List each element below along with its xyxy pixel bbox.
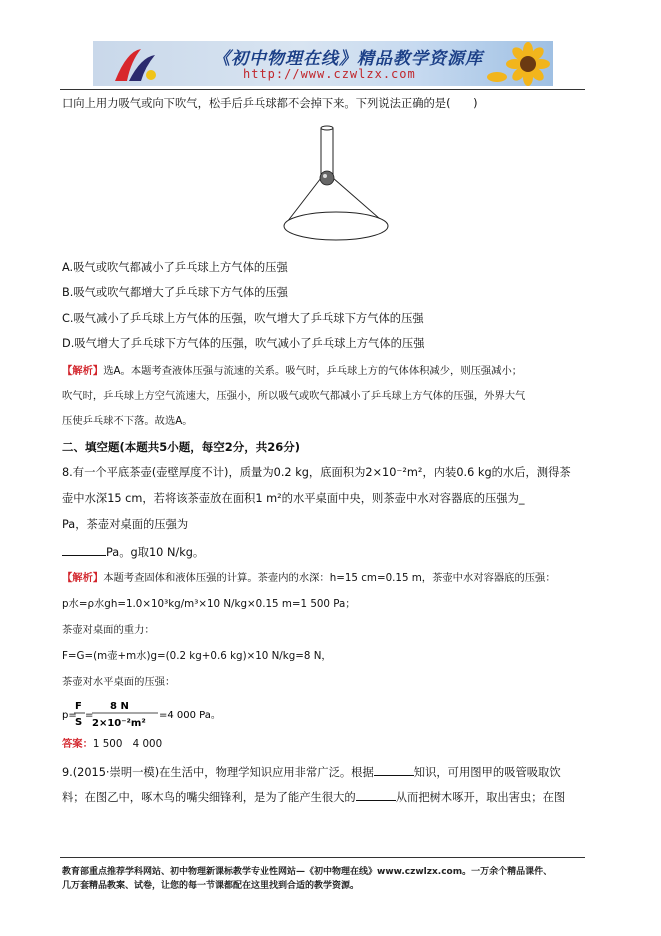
q8-answer-tag: 答案：	[62, 738, 93, 750]
q7-analysis-tag: 【解析】	[62, 365, 104, 377]
q7-option-b: B.吸气或吹气都增大了乒乓球下方气体的压强	[62, 286, 288, 299]
q9-blank-2	[356, 789, 396, 801]
banner-title: 《初中物理在线》精品教学资源库	[213, 49, 483, 69]
q7-option-a: A.吸气或吹气都减小了乒乓球上方气体的压强	[62, 261, 288, 274]
svg-text:=: =	[85, 710, 94, 721]
frac-result: =4 000 Pa。	[159, 710, 221, 721]
q7-stem: 口向上用力吸气或向下吹气，松手后乒乓球都不会掉下来。下列说法正确的是( )	[62, 97, 478, 110]
q8-line-1: 8.有一个平底茶壶(壶壁厚度不计)，质量为0.2 kg，底面积为2×10⁻²m²，内装0.6 kg的水后，测得茶	[62, 466, 571, 479]
q9-line-1-b: 知识，可用图甲的吸管吸取饮	[413, 766, 561, 779]
q8-answer: 1 500 4 000	[92, 738, 163, 750]
q7-analysis-line-1	[62, 364, 522, 378]
site-logo-icon	[107, 43, 167, 85]
q9-line-1-a: 9.(2015·崇明一模)在生活中，物理学知识应用非常广泛。根据	[62, 766, 374, 779]
q8-analysis-line-2: p水=ρ水gh=1.0×10³kg/m³×10 N/kg×0.15 m=1 500 Pa；	[62, 598, 356, 610]
q9-line-2	[62, 789, 565, 805]
q8-analysis-line-3: 茶壶对桌面的重力：	[62, 624, 155, 636]
q8-answer-line	[62, 737, 162, 751]
fraction-svg	[62, 698, 262, 732]
q7-analysis-text-1: 选A。本题考查液体压强与流速的关系。吸气时，乒乓球上方的气体体积减少，则压强减小；	[103, 365, 523, 377]
header-divider	[60, 89, 585, 90]
sunflower-icon	[483, 41, 553, 86]
q8-analysis-line-5: 茶壶对水平桌面的压强：	[62, 676, 176, 688]
frac-den: 2×10⁻²m²	[92, 718, 146, 729]
q8-analysis-line-1	[62, 571, 556, 585]
q7-analysis-line-3: 压使乒乓球不下落。故选A。	[62, 415, 193, 427]
footer-divider	[60, 857, 585, 858]
q8-analysis-text-1: 本题考查固体和液体压强的计算。茶壶内的水深：h=15 cm=0.15 m，茶壶中水对容器底的压强：	[103, 572, 556, 584]
frac-lhs: p=	[62, 710, 77, 721]
q8-line-4	[62, 544, 204, 560]
q8-answer-blank	[62, 544, 106, 556]
q8-analysis-line-4: F=G=(m壶+m水)g=(0.2 kg+0.6 kg)×10 N/kg=8 N，	[62, 650, 332, 662]
funnel-ball-figure	[270, 120, 400, 250]
footer-line-1: 教育部重点推荐学科网站、初中物理新课标教学专业性网站—《初中物理在线》www.czwlzx.com。一万余个精品课件、	[62, 867, 553, 877]
q9-line-2-a: 料；在图乙中，啄木鸟的嘴尖细锋利，是为了能产生很大的	[62, 791, 356, 804]
header-banner	[93, 41, 553, 86]
section-heading-fill-in: 二、填空题(本题共5小题，每空2分，共26分)	[62, 440, 301, 454]
pressure-fraction	[62, 698, 262, 735]
q7-option-c: C.吸气减小了乒乓球上方气体的压强，吹气增大了乒乓球下方气体的压强	[62, 312, 424, 325]
q8-line-2: 壶中水深15 cm，若将该茶壶放在面积1 m²的水平桌面中央，则茶壶中水对容器底的压强为_	[62, 492, 525, 505]
q9-line-2-b: 从而把树木啄开，取出害虫；在图	[395, 791, 566, 804]
q8-line-3: Pa，茶壶对桌面的压强为	[62, 518, 189, 531]
frac-den-left: S	[75, 717, 83, 728]
q9-blank-1	[374, 764, 414, 776]
frac-num-left: F	[75, 701, 82, 712]
banner-url: http://www.czwlzx.com	[243, 67, 416, 81]
q7-option-d: D.吸气增大了乒乓球下方气体的压强，吹气减小了乒乓球上方气体的压强	[62, 337, 425, 350]
q8-analysis-tag: 【解析】	[62, 572, 104, 584]
q9-line-1	[62, 764, 561, 780]
q8-blank-tail: Pa。g取10 N/kg。	[106, 546, 205, 559]
footer-line-2: 几万套精品教案、试卷，让您的每一节课都配在这里找到合适的教学资源。	[62, 881, 360, 891]
q7-analysis-line-2: 吹气时，乒乓球上方空气流速大，压强小，所以吸气或吹气都减小了乒乓球上方气体的压强，外界大气	[62, 390, 526, 402]
frac-num: 8 N	[110, 701, 129, 712]
